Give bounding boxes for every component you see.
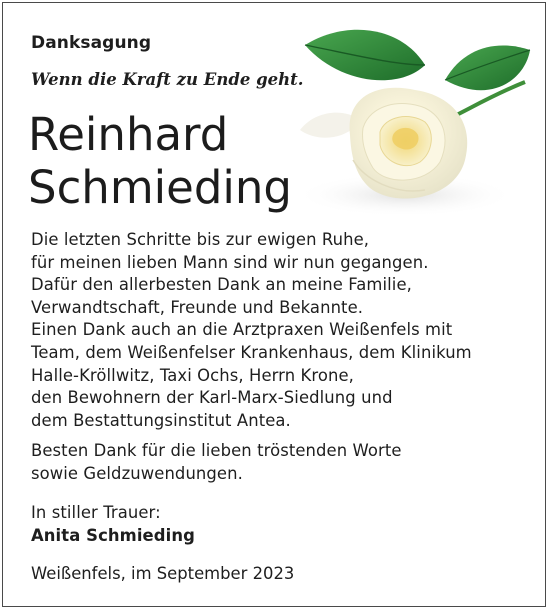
text-line: sowie Geldzuwendungen.: [31, 463, 243, 483]
deceased-last-name: Schmieding: [28, 161, 293, 214]
notice-heading: Danksagung: [31, 33, 152, 53]
notice-motto: Wenn die Kraft zu Ende geht.: [31, 70, 304, 89]
condolence-paragraph: [31, 440, 402, 485]
deceased-name: [28, 108, 292, 214]
thanks-paragraph: [31, 229, 472, 432]
text-line: den Bewohnern der Karl-Marx-Siedlung und: [31, 388, 393, 408]
text-line: Die letzten Schritte bis zur ewigen Ruhe,: [31, 230, 370, 249]
text-line: für meinen lieben Mann sind wir nun gegangen.: [31, 252, 429, 272]
signer-name: Anita Schmieding: [31, 525, 195, 545]
mourning-label: In stiller Trauer:: [31, 503, 161, 522]
text-line: Verwandtschaft, Freunde und Bekannte.: [31, 297, 364, 317]
white-rose-icon: [285, 20, 535, 220]
text-line: Team, dem Weißenfelser Krankenhaus, dem Klinikum: [31, 342, 472, 362]
place-date: Weißenfels, im September 2023: [31, 564, 295, 583]
text-line: Einen Dank auch an die Arztpraxen Weißenfels mit: [31, 320, 453, 340]
deceased-first-name: Reinhard: [28, 108, 229, 161]
text-line: Besten Dank für die lieben tröstenden Worte: [31, 441, 402, 460]
text-line: Halle-Kröllwitz, Taxi Ochs, Herrn Krone,: [31, 365, 354, 385]
signature-block: [31, 502, 195, 547]
text-line: dem Bestattungsinstitut Antea.: [31, 410, 291, 430]
text-line: Dafür den allerbesten Dank an meine Familie,: [31, 275, 412, 295]
